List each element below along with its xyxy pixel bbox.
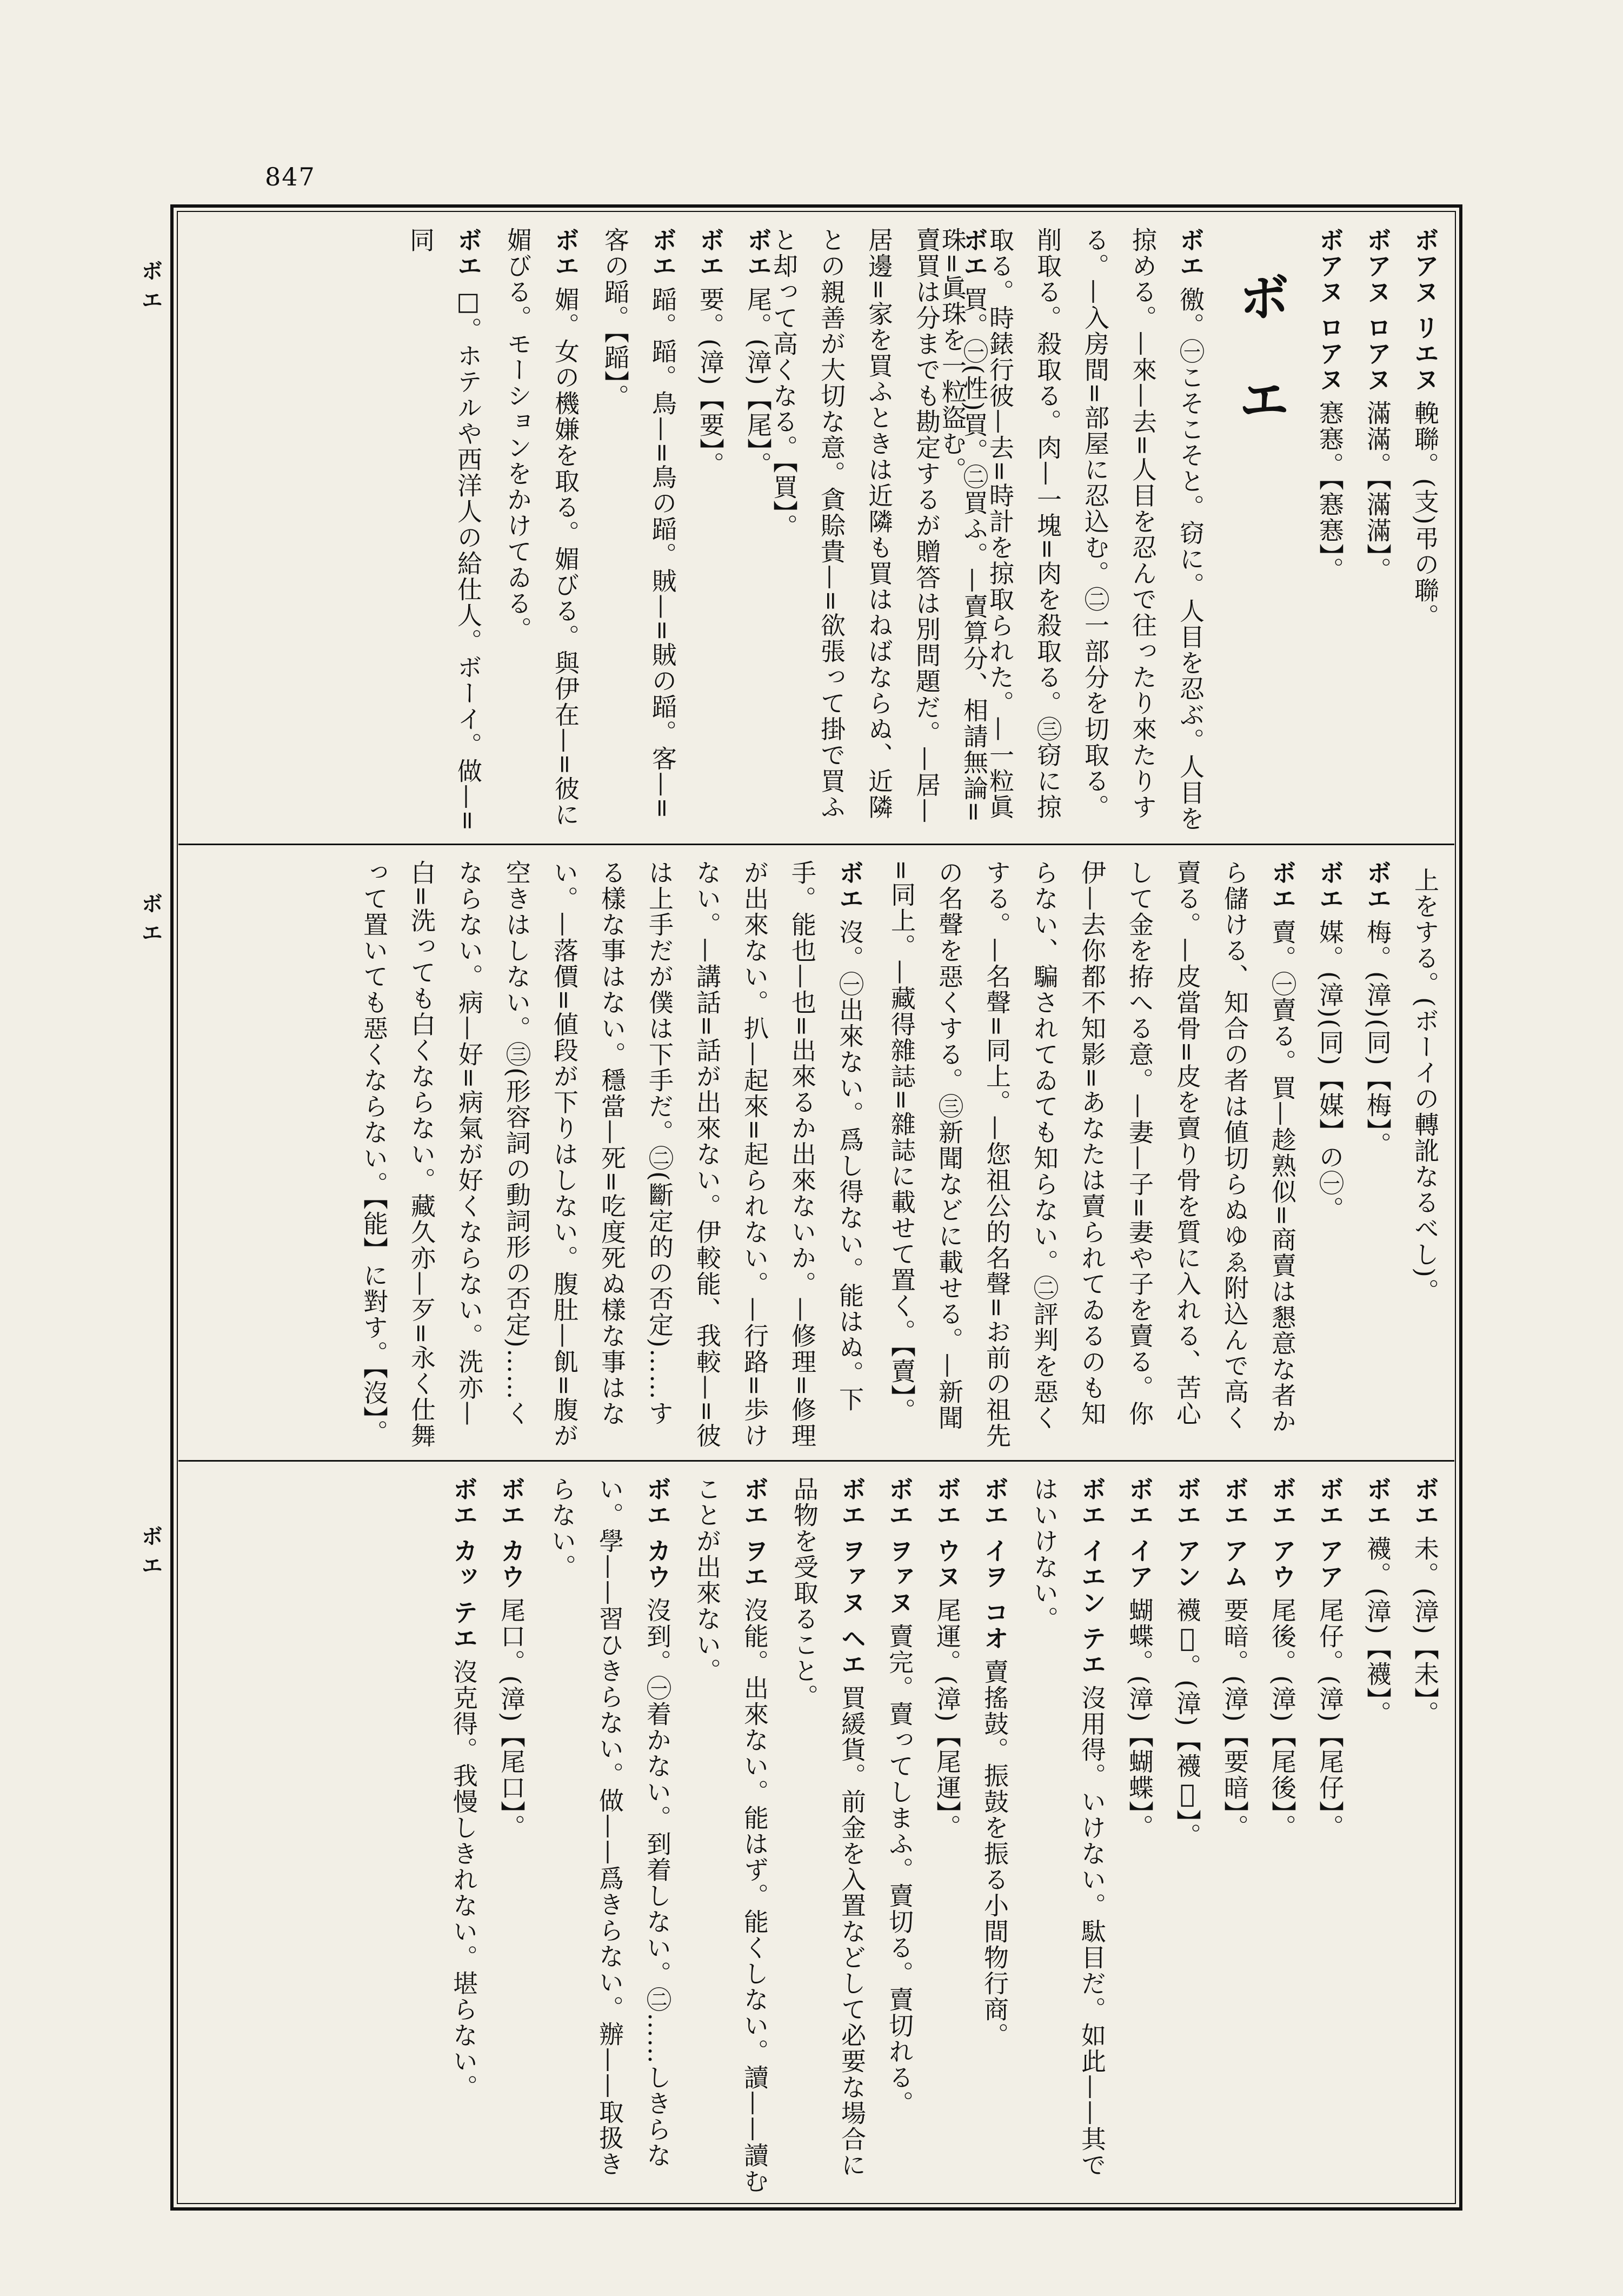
dictionary-entry bbox=[687, 227, 734, 833]
entry-body: 襪。(漳)【襪】。 bbox=[1363, 1536, 1392, 1727]
entry-body: 買。㊀(性)買。㊁買ふ。—賣算分、相請無論=賣買は分までも勘定するが贈答は別問題だ。—居—居邊=家を買ふときは近隣も買はねばならぬ、近隣との親善が大切な意。貪賒貴—=欲張って掛で買ふと却って高くなる。【買】。 bbox=[769, 227, 989, 824]
running-head-middle: ボ エ bbox=[138, 892, 163, 943]
dictionary-entry bbox=[1306, 227, 1354, 833]
entry-body: 輓聯。(支)弔の聯。 bbox=[1411, 400, 1440, 629]
dictionary-entry bbox=[1163, 1476, 1211, 2195]
entry-body: 尾仔。(漳)【尾仔】。 bbox=[1315, 1597, 1345, 1840]
headword: ボエ カッ テエ bbox=[449, 1476, 478, 1652]
dictionary-entry bbox=[874, 860, 1306, 1449]
headword: ボエ アア bbox=[1315, 1476, 1345, 1590]
dictionary-entry bbox=[1306, 1476, 1354, 2195]
page-number: 847 bbox=[265, 162, 316, 191]
dictionary-entry bbox=[971, 1476, 1019, 2195]
dictionary-entry bbox=[1306, 860, 1354, 1449]
entry-body: 滿滿。【滿滿】。 bbox=[1363, 400, 1392, 583]
headword: ボエ イヲ コオ bbox=[980, 1476, 1009, 1652]
entry-body: 徼。㊀こそこそと。窃に。人目を忍ぶ。人目を掠める。—來—去=人目を忍んで往ったり來たりする。—入房間=部屋に忍込む。㊁一部分を切取る。削取る。殺取る。肉—一塊=肉を殺取る。㊂窃に掠取る。時錶行彼—去=時計を掠取られた。—一粒眞珠=眞珠を一粒盜む。 bbox=[938, 227, 1205, 832]
headword: ボエ ヲエ bbox=[740, 1476, 769, 1590]
headword: ボエ アン bbox=[1173, 1476, 1202, 1590]
headword: ボエ bbox=[648, 227, 677, 279]
headword: ボエ ヲァヌ ヘエ bbox=[837, 1476, 867, 1678]
dictionary-entry bbox=[1401, 860, 1449, 1449]
dictionary-entry bbox=[1401, 1476, 1449, 2195]
headword: ボエ bbox=[454, 227, 483, 279]
entry-body: 賣搖鼓。振鼓を振る小間物行商。 bbox=[980, 1659, 1009, 2049]
entry-body: 蝴蝶。(漳)【蝴蝶】。 bbox=[1125, 1597, 1154, 1840]
dictionary-entry bbox=[1259, 1476, 1306, 2195]
entry-body: 上をする。(ボーイの轉訛なるべし)。 bbox=[1411, 867, 1440, 1304]
entry-body: 未。(漳)【未】。 bbox=[1411, 1536, 1440, 1727]
entry-body: 梅。(漳)(同)【梅】。 bbox=[1363, 919, 1392, 1158]
entry-body: 媚。女の機嫌を取る。媚びる。與伊在—=彼に媚びる。モーションをかけてゐる。 bbox=[503, 227, 580, 828]
dictionary-entry bbox=[395, 227, 492, 833]
band-divider bbox=[178, 844, 1454, 845]
entry-body: 尾。(漳)【尾】。 bbox=[743, 287, 773, 477]
dictionary-entry bbox=[440, 1476, 488, 2195]
headword: ボエ カウ bbox=[497, 1476, 526, 1590]
dictionary-entry bbox=[1019, 1476, 1116, 2195]
headword: ボエ bbox=[1315, 860, 1345, 912]
headword: ボエ カウ bbox=[643, 1476, 672, 1590]
entry-body: 尾口。(漳)【尾口】。 bbox=[497, 1597, 526, 1840]
headword: ボアヌ ロアヌ bbox=[1363, 227, 1392, 393]
headword: ボエ bbox=[1363, 1476, 1392, 1528]
headword: ボエ ヲァヌ bbox=[885, 1476, 914, 1616]
headword: ボエ bbox=[1268, 860, 1297, 912]
entry-body: 要。(漳)【要】。 bbox=[696, 287, 725, 477]
dictionary-entry bbox=[1211, 1476, 1259, 2195]
dictionary-entry bbox=[1354, 1476, 1401, 2195]
entry-body: 沒用得。いけない。駄目だ。如此——其ではいけない。 bbox=[1030, 1476, 1107, 2179]
headword: ボエ アウ bbox=[1268, 1476, 1297, 1590]
entry-body: 尾運。(漳)【尾運】。 bbox=[933, 1597, 962, 1840]
entry-body: 賣完。賣ってしまふ。賣切る。賣切れる。 bbox=[885, 1623, 914, 2117]
band-divider bbox=[178, 1460, 1454, 1462]
entry-body: 賣。㊀賣る。買—趁熟似=商賣は懇意な者から儲ける、知合の者は値切らぬゆゑ附込んで高く賣る。—皮當骨=皮を賣り骨を質に入れる、苦心して金を拵へる意。—妻—子=妻や子を賣る。你伊—去你都不知影=あなたは賣られてゐるのも知らない、騙されてゐても知らない。㊁評判を惡くする。—名聲=同上。—您祖公的名聲=お前の祖先の名聲を惡くする。㊂新聞などに載せる。—新聞=同上。—藏得雜誌=雜誌に載せて置く。【賣】。 bbox=[887, 860, 1297, 1449]
dictionary-entry bbox=[779, 1476, 876, 2195]
running-head-bottom: ボ エ bbox=[138, 1525, 163, 1576]
headword: ボエ bbox=[743, 227, 773, 279]
dictionary-entry bbox=[681, 1476, 779, 2195]
headword: ボエ bbox=[1363, 860, 1392, 912]
dictionary-entry bbox=[279, 860, 874, 1449]
headword: ボアヌ リエヌ bbox=[1411, 227, 1440, 393]
headword: ボエ bbox=[960, 227, 989, 279]
entry-band-bottom bbox=[187, 1476, 1449, 2195]
dictionary-entry bbox=[589, 227, 687, 833]
section-heading: ボ エ bbox=[1230, 270, 1291, 441]
entry-body: 買緩貨。前金を入置などして必要な場合に品物を受取ること。 bbox=[790, 1476, 867, 2179]
headword: ボエ bbox=[696, 227, 725, 279]
entry-body: 沒克得。我慢しきれない。堪らない。 bbox=[449, 1659, 478, 2101]
entry-body: □。ホテルや西洋人の給仕人。ボーイ。做—=同 bbox=[406, 227, 483, 832]
headword: ボアヌ ロアヌ bbox=[1315, 227, 1345, 393]
entry-band-middle bbox=[187, 860, 1449, 1449]
headword: ボエ bbox=[551, 227, 580, 279]
entry-body: 媒。(漳)(同)【媒】の㊀。 bbox=[1315, 919, 1345, 1222]
dictionary-entry bbox=[535, 1476, 681, 2195]
entry-body: 㥶㥶。【㥶㥶】。 bbox=[1315, 400, 1345, 583]
dictionary-entry bbox=[1116, 1476, 1163, 2195]
entry-body: 𨂻。𨂻。鳥—=鳥の𨂻。賊—=賊の𨂻。客—=客の𨂻。【𨂻】。 bbox=[601, 227, 677, 820]
headword: ボエ bbox=[1176, 227, 1205, 279]
entry-body: 沒到。㊀着かない。到着しない。㊁……しきらない。學——習ひきらない。做——爲きらない。辦——取扱きらない。 bbox=[548, 1476, 672, 2177]
dictionary-entry bbox=[488, 1476, 535, 2195]
headword: ボエ bbox=[1411, 1476, 1440, 1528]
dictionary-entry bbox=[1354, 227, 1401, 833]
entry-body: 沒。㊀出來ない。爲し得ない。能はぬ。下手。能也—也=出來るか出來ないか。—修理=修理が出來ない。扒—起來=起られない。—行路=歩けない。—講話=話が出來ない。伊較能、我較—=彼は上手だが僕は下手だ。㊁(斷定的の否定)……する樣な事はない。穩當—死=吃度死ぬ樣な事はない。—落價=値段が下りはしない。腹肚—飢=腹が空きはしない。㊂(形容詞の動詞形の否定)……くならない。病—好=病氣が好くならない。洗亦—白=洗っても白くならない。藏久亦—歹=永く仕舞って置いても惡くならない。【能】に對す。【沒】。 bbox=[360, 860, 864, 1449]
entry-body: 襪𢅣。(漳)【襪𢅣】。 bbox=[1173, 1597, 1202, 1849]
headword: ボエ ウヌ bbox=[933, 1476, 962, 1590]
entry-body: 尾後。(漳)【尾後】。 bbox=[1268, 1597, 1297, 1840]
dictionary-entry bbox=[876, 1476, 923, 2195]
dictionary-entry bbox=[1354, 860, 1401, 1449]
dictionary-entry bbox=[923, 1476, 971, 2195]
headword: ボエ イア bbox=[1125, 1476, 1154, 1590]
dictionary-entry bbox=[938, 227, 1214, 833]
dictionary-entry bbox=[492, 227, 589, 833]
running-head-top: ボ エ bbox=[138, 260, 163, 310]
entry-body: 要暗。(漳)【要暗】。 bbox=[1220, 1597, 1249, 1840]
entry-body: 沒能。出來ない。能はず。能くしない。讀——讀むことが出來ない。 bbox=[693, 1476, 769, 2195]
headword: ボエ bbox=[835, 860, 864, 912]
headword: ボエ イエン テエ bbox=[1077, 1476, 1107, 1678]
headword: ボエ アム bbox=[1220, 1476, 1249, 1590]
entry-band-top bbox=[187, 227, 1449, 833]
dictionary-entry bbox=[1401, 227, 1449, 833]
